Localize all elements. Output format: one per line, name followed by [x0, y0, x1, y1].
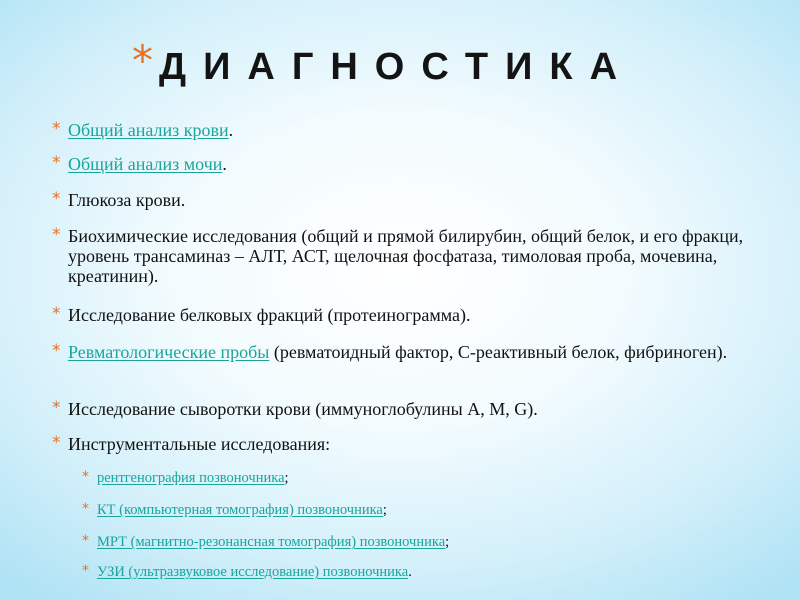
bullet-icon: * [52, 304, 61, 324]
bullet-icon: * [52, 119, 61, 139]
rheumatology-tests-link[interactable]: Ревматологические пробы [68, 342, 270, 362]
slide-title-text: ДИАГНОСТИКА [159, 46, 635, 88]
list-item [52, 154, 782, 174]
list-item [52, 305, 782, 325]
bullet-icon: * [52, 153, 61, 173]
sub-list-item-text: ; [445, 534, 450, 550]
mri-link[interactable]: МРТ (магнитно-резонансная томография) позвоночника [97, 534, 446, 550]
urine-test-link[interactable]: Общий анализ мочи [68, 154, 223, 174]
list-item [52, 399, 782, 419]
bullet-icon: * [52, 433, 61, 453]
list-item-text: . [222, 154, 227, 174]
blood-test-link[interactable]: Общий анализ крови [68, 120, 229, 140]
sub-list-item [82, 469, 782, 487]
sub-list-item [82, 563, 782, 581]
sub-list-item-text: ; [382, 502, 387, 518]
sub-list-item-text: ; [284, 470, 289, 486]
list-item-text: . [228, 120, 234, 140]
ct-link[interactable]: КТ (компьютерная томография) позвоночника [97, 502, 383, 518]
bullet-icon: * [52, 341, 61, 361]
list-item [52, 342, 782, 362]
bullet-icon: * [82, 563, 89, 579]
list-item-text: Глюкоза крови. [68, 190, 186, 210]
ultrasound-link[interactable]: УЗИ (ультразвуковое исследование) позвоночника [97, 564, 409, 580]
list-item [52, 190, 782, 210]
xray-link[interactable]: рентгенография позвоночника [97, 470, 285, 486]
sub-list-item-text: . [408, 564, 412, 580]
list-item-text: Исследование сыворотки крови (иммуноглобулины А, М, G). [68, 399, 538, 419]
sub-list-item [82, 501, 782, 519]
bullet-icon: * [52, 398, 61, 418]
bullet-icon: * [82, 533, 89, 549]
title-bullet-icon: * [132, 36, 153, 85]
list-item-text: Биохимические исследования (общий и прямой билирубин, общий белок, и его фракци, уровень трансаминаз – АЛТ, АСТ, щелочная фосфатаза, тимоловая проба, мочевина, креатинин). [68, 226, 744, 286]
list-item-text: Исследование белковых фракций (протеинограмма). [68, 305, 471, 325]
sub-list-item [82, 533, 782, 551]
bullet-icon: * [82, 501, 89, 517]
list-item-text: (ревматоидный фактор, С-реактивный белок, фибриноген). [269, 342, 728, 362]
bullet-icon: * [52, 225, 61, 245]
list-item [52, 120, 782, 140]
slide-title [132, 36, 635, 89]
bullet-icon: * [82, 469, 89, 485]
list-item [52, 226, 782, 286]
list-item [52, 434, 782, 454]
bullet-icon: * [52, 189, 61, 209]
list-item-text: Инструментальные исследования: [68, 434, 331, 454]
